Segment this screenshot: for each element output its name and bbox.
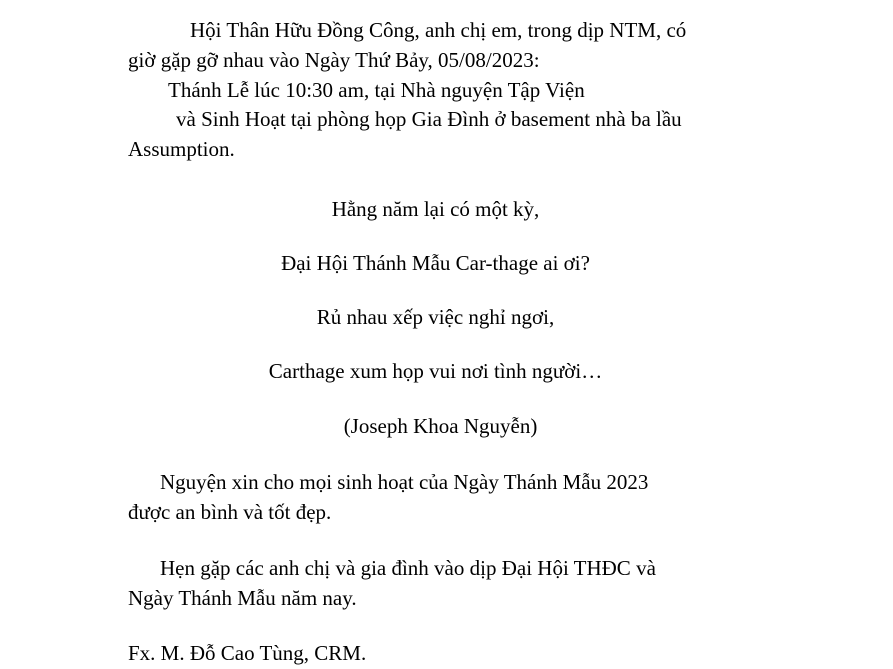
meeting-paragraph: [128, 554, 743, 614]
poem-line-3: Rủ nhau xếp việc nghỉ ngơi,: [316, 304, 555, 329]
intro-line-5: Assumption.: [128, 137, 235, 162]
poem-line-1: Hằng năm lại có một kỳ,: [331, 197, 540, 222]
intro-line-2: giờ gặp gỡ nhau vào Ngày Thứ Bảy, 05/08/2023:: [128, 47, 540, 72]
wish-paragraph: [128, 468, 743, 528]
intro-line-1: Hội Thân Hữu Đồng Công, anh chị em, trong dịp NTM, có: [190, 18, 687, 42]
wish-line-1: Nguyện xin cho mọi sinh hoạt của Ngày Thánh Mẫu 2023: [160, 470, 649, 495]
poem-line-4: Carthage xum họp vui nơi tình người…: [268, 358, 603, 383]
intro-paragraph: [128, 16, 743, 165]
poem-attribution: (Joseph Khoa Nguyễn): [343, 414, 538, 439]
intro-line-4: và Sinh Hoạt tại phòng họp Gia Đình ở basement nhà ba lầu: [176, 107, 682, 132]
poem: [128, 195, 743, 442]
wish-line-2: được an bình và tốt đẹp.: [128, 499, 332, 524]
meeting-line-1: Hẹn gặp các anh chị và gia đình vào dịp Đại Hội THĐC và: [160, 555, 656, 580]
meeting-line-2: Ngày Thánh Mẫu năm nay.: [128, 585, 357, 610]
poem-line-2: Đại Hội Thánh Mẫu Car-thage ai ơi?: [281, 250, 590, 275]
signature-line: Fx. M. Đỗ Cao Tùng, CRM.: [128, 641, 367, 666]
intro-line-3: Thánh Lễ lúc 10:30 am, tại Nhà nguyện Tập Viện: [168, 77, 585, 102]
document-body: [128, 16, 743, 669]
